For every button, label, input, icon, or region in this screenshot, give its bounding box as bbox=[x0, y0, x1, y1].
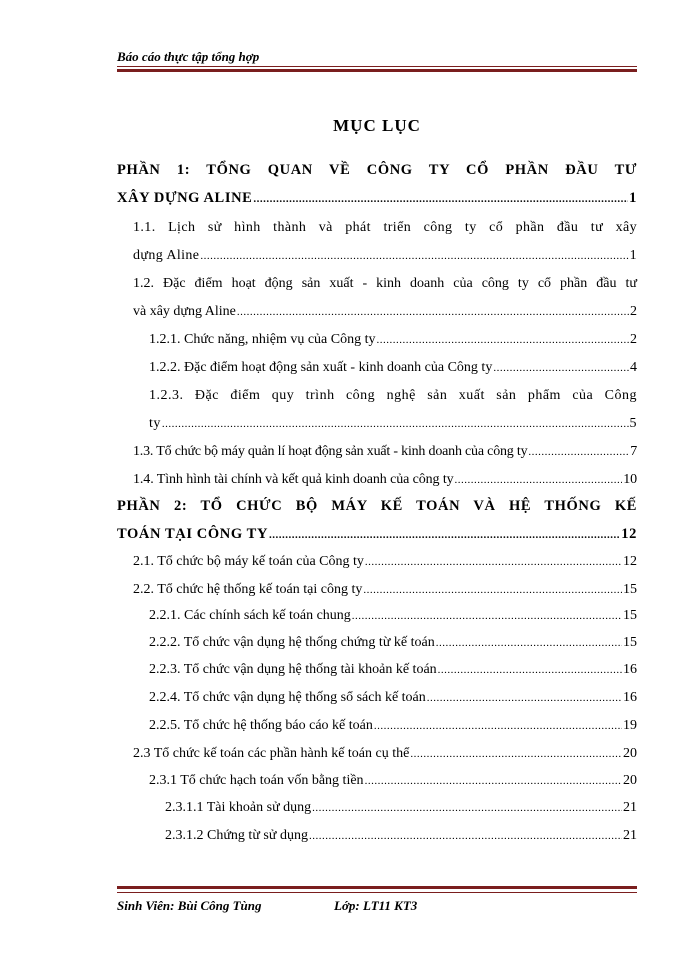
toc-entry-1-2-1[interactable] bbox=[149, 326, 637, 354]
toc-entry-text: 2.3.1.1 Tài khoản sử dụng bbox=[165, 800, 312, 815]
toc-entry-text: 1.1. Lịch sử hình thành và phát triển công ty cổ phần đầu tư xây bbox=[133, 220, 637, 235]
toc-entry-part-1[interactable] bbox=[117, 156, 637, 212]
leader-dots bbox=[365, 548, 622, 576]
leader-dots bbox=[200, 242, 628, 270]
leader-dots bbox=[352, 602, 622, 630]
toc-page-number: 12 bbox=[623, 554, 637, 569]
leader-dots bbox=[237, 298, 629, 326]
toc-entry-text: XÂY DỰNG ALINE bbox=[117, 190, 253, 206]
toc-entry-2-1[interactable] bbox=[133, 548, 637, 576]
page-header: Báo cáo thực tập tổng hợp bbox=[117, 49, 260, 64]
footer-rule-thin bbox=[117, 892, 637, 893]
toc-entry-2-2-4[interactable] bbox=[149, 684, 637, 712]
leader-dots bbox=[162, 410, 629, 438]
toc-entry-2-2-5[interactable] bbox=[149, 712, 637, 740]
toc-page-number: 15 bbox=[623, 582, 637, 597]
toc-entry-text: 2.2.5. Tổ chức hệ thống báo cáo kế toán bbox=[149, 718, 373, 733]
toc-entry-2-2-3[interactable] bbox=[149, 656, 637, 684]
toc-page-number: 1 bbox=[629, 248, 637, 263]
toc-entry-2-2-2[interactable] bbox=[149, 629, 637, 657]
toc-entry-2-3-1-1[interactable] bbox=[165, 794, 637, 822]
toc-entry-text: 2.1. Tổ chức bộ máy kế toán của Công ty bbox=[133, 554, 364, 569]
header-rule-thin bbox=[117, 66, 637, 67]
toc-entry-2-3[interactable] bbox=[133, 740, 637, 768]
toc-page-number: 2 bbox=[630, 304, 637, 319]
toc-entry-part-2[interactable] bbox=[117, 492, 637, 548]
toc-page-number: 12 bbox=[621, 526, 637, 542]
footer-student: Sinh Viên: Bùi Công Tùng bbox=[117, 898, 262, 913]
toc-page-number: 2 bbox=[630, 332, 637, 347]
toc-page-number: 21 bbox=[623, 828, 637, 843]
leader-dots bbox=[363, 576, 622, 604]
leader-dots bbox=[427, 684, 622, 712]
toc-entry-text: 2.3 Tổ chức kế toán các phần hành kế toán cụ thể bbox=[133, 746, 410, 761]
toc-entry-1-2-2[interactable] bbox=[149, 354, 637, 382]
toc-entry-2-3-1[interactable] bbox=[149, 767, 637, 795]
toc-entry-2-2-1[interactable] bbox=[149, 602, 637, 630]
toc-entry-1-4[interactable] bbox=[133, 466, 637, 494]
toc-page-number: 10 bbox=[623, 472, 637, 487]
toc-entry-1-2-3[interactable] bbox=[149, 382, 637, 438]
leader-dots bbox=[309, 822, 622, 850]
toc-entry-text: 1.2.2. Đặc điểm hoạt động sản xuất - kinh doanh của Công ty bbox=[149, 360, 493, 375]
toc-entry-text: 1.2.3. Đặc điểm quy trình công nghệ sản xuất sản phẩm của Công bbox=[149, 388, 637, 403]
toc-entry-text: 2.2.2. Tổ chức vận dụng hệ thống chứng từ kế toán bbox=[149, 635, 435, 650]
leader-dots bbox=[493, 354, 629, 382]
leader-dots bbox=[374, 712, 622, 740]
toc-entry-2-2[interactable] bbox=[133, 576, 637, 604]
leader-dots bbox=[312, 794, 622, 822]
toc-entry-text: PHẦN 2: TỔ CHỨC BỘ MÁY KẾ TOÁN VÀ HỆ THỐNG KẾ bbox=[117, 498, 637, 514]
footer-rule-thick bbox=[117, 886, 637, 889]
toc-entry-1-2[interactable] bbox=[133, 270, 637, 326]
toc-entry-2-3-1-2[interactable] bbox=[165, 822, 637, 850]
toc-entry-1-1[interactable] bbox=[133, 214, 637, 270]
toc-entry-text: 2.2. Tổ chức hệ thống kế toán tại công ty bbox=[133, 582, 363, 597]
leader-dots bbox=[436, 629, 622, 657]
leader-dots bbox=[365, 767, 622, 795]
toc-page-number: 15 bbox=[623, 635, 637, 650]
leader-dots bbox=[410, 740, 622, 768]
toc-page-number: 15 bbox=[623, 608, 637, 623]
toc-entry-text: PHẦN 1: TỔNG QUAN VỀ CÔNG TY CỔ PHẦN ĐẦU TƯ bbox=[117, 162, 637, 178]
toc-entry-text: và xây dựng Aline bbox=[133, 304, 236, 319]
toc-page-number: 16 bbox=[623, 662, 637, 677]
toc-entry-text: 1.2.1. Chức năng, nhiệm vụ của Công ty bbox=[149, 332, 376, 347]
toc-entry-text: ty bbox=[149, 416, 161, 431]
leader-dots bbox=[528, 438, 629, 466]
toc-entry-text: TOÁN TẠI CÔNG TY bbox=[117, 526, 269, 542]
toc-entry-1-3[interactable] bbox=[133, 438, 637, 466]
toc-entry-text: 2.3.1 Tổ chức hạch toán vốn bằng tiền bbox=[149, 773, 364, 788]
toc-page-number: 1 bbox=[629, 190, 637, 206]
toc-entry-text: 2.2.1. Các chính sách kế toán chung bbox=[149, 608, 351, 623]
toc-entry-text: 1.4. Tình hình tài chính và kết quả kinh doanh của công ty bbox=[133, 472, 454, 487]
toc-page-number: 5 bbox=[629, 416, 637, 431]
footer-class: Lớp: LT11 KT3 bbox=[334, 898, 418, 913]
toc-entry-text: dựng Aline bbox=[133, 248, 200, 263]
toc-page-number: 4 bbox=[630, 360, 637, 375]
leader-dots bbox=[438, 656, 622, 684]
toc-page-number: 19 bbox=[623, 718, 637, 733]
leader-dots bbox=[377, 326, 629, 354]
toc-page-number: 16 bbox=[623, 690, 637, 705]
header-rule-thick bbox=[117, 69, 637, 72]
toc-page-number: 7 bbox=[630, 444, 637, 459]
leader-dots bbox=[253, 185, 628, 213]
leader-dots bbox=[269, 521, 620, 549]
toc-entry-text: 2.3.1.2 Chứng từ sử dụng bbox=[165, 828, 308, 843]
toc-title: MỤC LỤC bbox=[333, 116, 421, 135]
toc-entry-text: 1.3. Tổ chức bộ máy quản lí hoạt động sản xuất - kinh doanh của công ty bbox=[133, 444, 528, 459]
toc-entry-text: 2.2.4. Tổ chức vận dụng hệ thống sổ sách kế toán bbox=[149, 690, 426, 705]
toc-entry-text: 2.2.3. Tổ chức vận dụng hệ thống tài khoản kế toán bbox=[149, 662, 437, 677]
toc-page-number: 20 bbox=[623, 746, 637, 761]
toc-entry-text: 1.2. Đặc điểm hoạt động sản xuất - kinh doanh của công ty cổ phần đầu tư bbox=[133, 276, 637, 291]
toc-page-number: 20 bbox=[623, 773, 637, 788]
leader-dots bbox=[455, 466, 623, 494]
toc-page-number: 21 bbox=[623, 800, 637, 815]
